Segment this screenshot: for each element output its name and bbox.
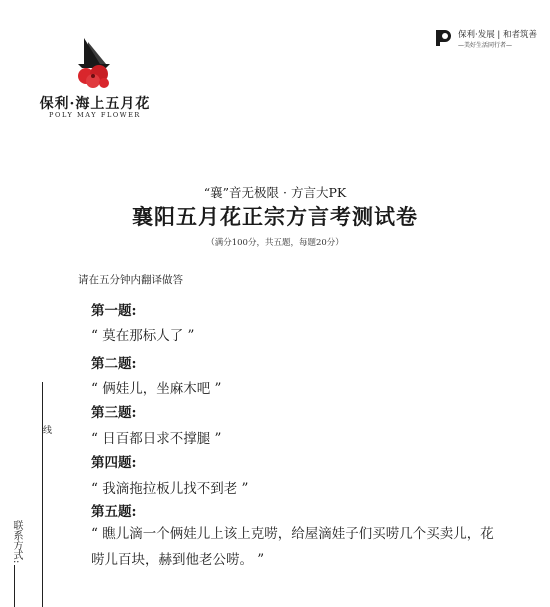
partner-slogan-2: —美好生活同行者—	[458, 42, 513, 49]
exam-title: 襄阳五月花正宗方言考测试卷	[132, 204, 418, 229]
question-4-text: “ 我滴拖拉板儿找不到老 ”	[91, 481, 249, 497]
brand-logo-emblem	[66, 34, 122, 90]
question-1-text: “ 莫在那标人了 ”	[91, 328, 195, 344]
partner-logo-icon	[433, 27, 455, 49]
contact-label: 联系方式:	[11, 520, 22, 564]
question-3-text: “ 日百都日求不撑腿 ”	[91, 431, 222, 447]
binding-mark: 线	[41, 425, 51, 434]
question-2-text: “ 俩娃儿，坐麻木吧 ”	[91, 381, 222, 397]
exam-subtitle: “襄”音无极限 · 方言大PK	[203, 185, 347, 200]
brand-name-en: POLY MAY FLOWER	[49, 111, 141, 119]
exam-instruction: 请在五分钟内翻译做答	[78, 274, 183, 286]
brand-name-cn: 保利·海上五月花	[39, 96, 151, 112]
contact-line	[14, 565, 15, 607]
binding-line	[42, 382, 43, 607]
exam-scoring-note: （满分100分，共五题，每题20分）	[206, 238, 344, 248]
question-2-label: 第二题:	[91, 356, 137, 372]
question-5-label: 第五题:	[91, 504, 137, 520]
question-3-label: 第三题:	[91, 405, 137, 421]
question-1-label: 第一题:	[91, 303, 137, 319]
question-4-label: 第四题:	[91, 455, 137, 471]
flower-ship-icon	[66, 34, 122, 90]
partner-slogan-1: 保利·发展 | 和者筑善	[458, 30, 537, 40]
question-5-text: “ 瞧儿滴一个俩娃儿上该上克唠，给屋滴娃子们买唠几个买卖儿，花唠儿百块，赫到他老公唠。 ”	[91, 526, 494, 568]
